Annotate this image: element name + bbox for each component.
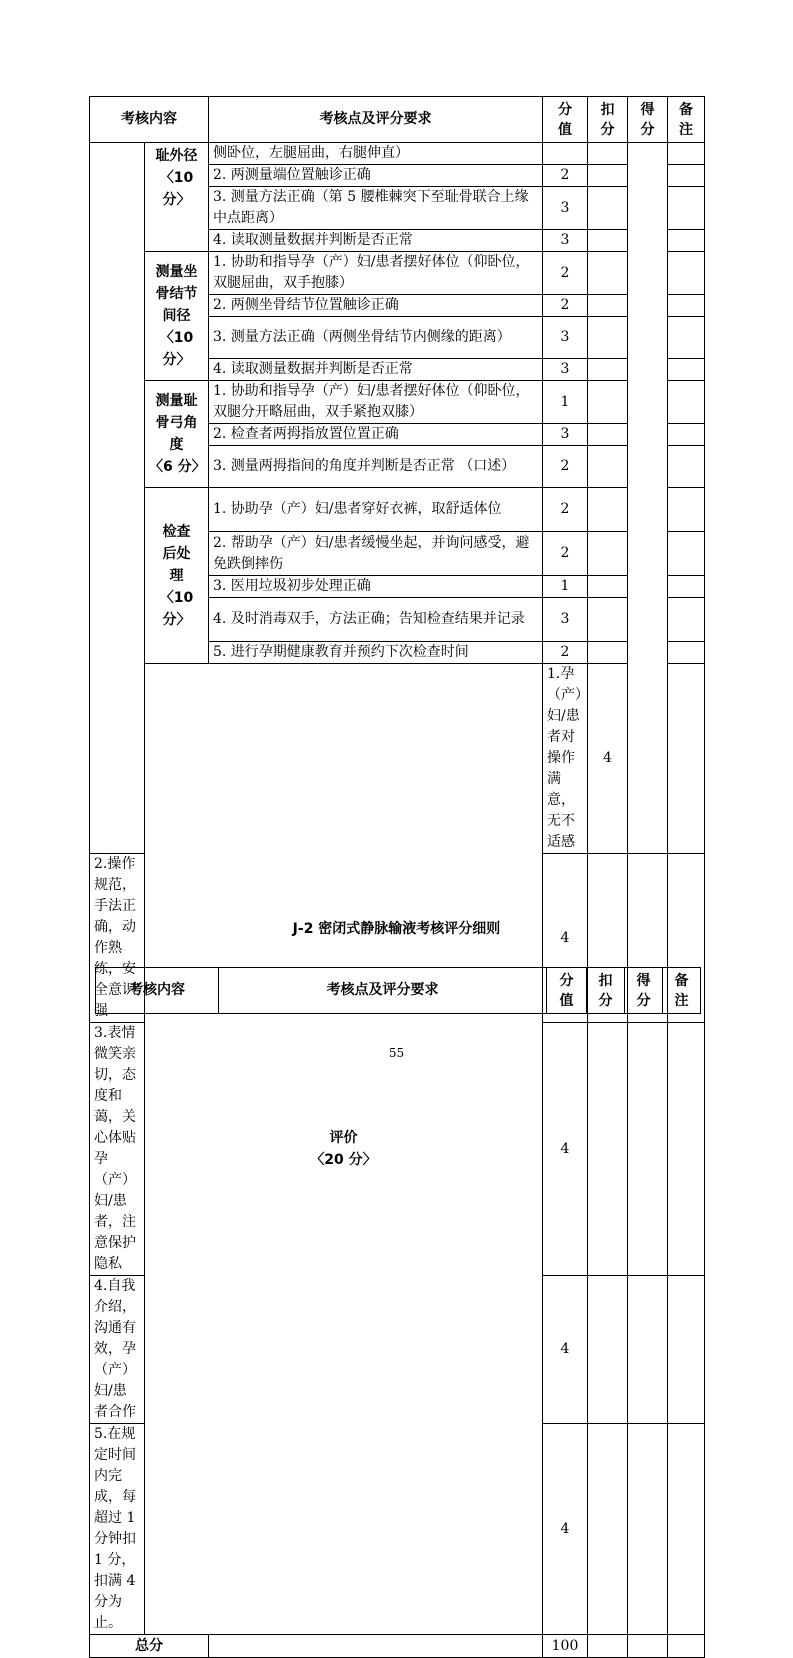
- item-text: 3.表情微笑亲切，态度和蔼，关心体贴孕（产）妇/患者，注意保护隐私: [90, 1023, 145, 1276]
- item-text: 2. 两测量端位置触诊正确: [209, 165, 543, 187]
- item-text: 2. 两侧坐骨结节位置触诊正确: [209, 295, 543, 317]
- outer-category-blank: [90, 143, 145, 854]
- item-score: 4: [543, 1424, 588, 1635]
- note-cell: [668, 488, 705, 532]
- note-cell: [668, 598, 705, 642]
- total-row: [90, 1635, 705, 1658]
- page-number: 55: [388, 1046, 405, 1060]
- header-deduct: 扣 分: [588, 97, 628, 143]
- item-score: 2: [543, 446, 588, 488]
- deduct-cell: [588, 446, 628, 488]
- deduct-cell: [588, 1276, 628, 1424]
- evaluation-label: 评价 〈20 分〉: [145, 664, 543, 1635]
- item-text: 4. 读取测量数据并判断是否正常: [209, 359, 543, 381]
- section-label: 检查 后处 理 〈10 分〉: [145, 488, 209, 664]
- deduct-cell: [588, 230, 628, 252]
- note-cell: [668, 446, 705, 488]
- deduct-cell: [588, 1424, 628, 1635]
- deduct-cell: [588, 424, 628, 446]
- item-text: 4. 及时消毒双手，方法正确；告知检查结果并记录: [209, 598, 543, 642]
- get-cell: [628, 143, 668, 854]
- item-score: 4: [543, 854, 588, 1023]
- header-score: 分 值: [543, 97, 588, 143]
- note-cell: [668, 187, 705, 230]
- section-label: 测量坐 骨结节 间径 〈10 分〉: [145, 252, 209, 381]
- item-text: 3. 测量方法正确（第 5 腰椎棘突下至耻骨联合上缘中点距离）: [209, 187, 543, 230]
- table-row: [90, 143, 705, 165]
- item-score: 3: [543, 187, 588, 230]
- item-text: 侧卧位，左腿屈曲，右腿伸直）: [209, 143, 543, 165]
- deduct-cell: [588, 598, 628, 642]
- item-score: 2: [543, 252, 588, 295]
- note-cell: [668, 424, 705, 446]
- note-cell: [668, 165, 705, 187]
- note-cell: [668, 317, 705, 359]
- item-score: 2: [543, 642, 588, 664]
- note-cell: [668, 1023, 705, 1276]
- deduct-cell: [588, 642, 628, 664]
- item-text: 5.在规定时间内完成，每超过 1 分钟扣 1 分，扣满 4 分为止。: [90, 1424, 145, 1635]
- deduct-cell: [588, 317, 628, 359]
- item-score: 2: [543, 295, 588, 317]
- deduct-cell: [588, 488, 628, 532]
- deduct-cell: [588, 1635, 628, 1658]
- deduct-cell: [588, 532, 628, 576]
- deduct-cell: [588, 165, 628, 187]
- item-text: 5. 进行孕期健康教育并预约下次检查时间: [209, 642, 543, 664]
- note-cell: [668, 252, 705, 295]
- section-label: 测量耻 骨弓角 度 〈6 分〉: [145, 381, 209, 488]
- item-score: 3: [543, 230, 588, 252]
- note-cell: [668, 230, 705, 252]
- header-content: 考核内容: [96, 968, 219, 1014]
- get-cell: [628, 1023, 668, 1276]
- total-label: 总分: [90, 1635, 209, 1658]
- section-label: 耻外径 〈10 分〉: [145, 143, 209, 252]
- item-score: 4: [543, 1023, 588, 1276]
- note-cell: [668, 576, 705, 598]
- item-score: 4: [543, 1276, 588, 1424]
- table-row: [90, 664, 705, 854]
- note-cell: [668, 1276, 705, 1424]
- item-score: 4: [588, 664, 628, 854]
- note-cell: [668, 1635, 705, 1658]
- header-points: 考核点及评分要求: [219, 968, 547, 1014]
- header-get: 得 分: [625, 968, 663, 1014]
- deduct-cell: [588, 576, 628, 598]
- item-score: [543, 143, 588, 165]
- item-text: 1. 协助和指导孕（产）妇/患者摆好体位（仰卧位，双腿屈曲，双手抱膝）: [209, 252, 543, 295]
- item-text: 2.操作规范，手法正确，动作熟练，安全意识强: [90, 854, 145, 1023]
- deduct-cell: [588, 359, 628, 381]
- item-text: 1.孕（产）妇/患者对操作满意，无不适感: [543, 664, 588, 854]
- item-score: 3: [543, 317, 588, 359]
- item-score: 1: [543, 381, 588, 424]
- deduct-cell: [588, 295, 628, 317]
- note-cell: [668, 1424, 705, 1635]
- deduct-cell: [588, 187, 628, 230]
- item-text: 4.自我介绍，沟通有效，孕（产）妇/患者合作: [90, 1276, 145, 1424]
- header-note: 备 注: [668, 97, 705, 143]
- item-text: 2. 帮助孕（产）妇/患者缓慢坐起，并询问感受，避免跌倒摔伤: [209, 532, 543, 576]
- item-score: 1: [543, 576, 588, 598]
- item-score: 2: [543, 165, 588, 187]
- deduct-cell: [588, 381, 628, 424]
- note-cell: [668, 143, 705, 165]
- total-blank: [209, 1635, 543, 1658]
- item-text: 3. 测量两拇指间的角度并判断是否正常 （口述）: [209, 446, 543, 488]
- note-cell: [668, 295, 705, 317]
- table-row: [90, 252, 705, 295]
- deduct-cell: [588, 252, 628, 295]
- deduct-cell: [588, 1023, 628, 1276]
- item-text: 4. 读取测量数据并判断是否正常: [209, 230, 543, 252]
- item-score: 3: [543, 598, 588, 642]
- get-cell: [628, 1424, 668, 1635]
- get-cell: [628, 1276, 668, 1424]
- table-header-row: [96, 968, 701, 1014]
- note-cell: [668, 381, 705, 424]
- get-cell: [628, 1635, 668, 1658]
- table-row: [90, 381, 705, 424]
- deduct-cell: [588, 143, 628, 165]
- section-title: J-2 密闭式静脉输液考核评分细则: [292, 921, 501, 937]
- item-text: 3. 医用垃圾初步处理正确: [209, 576, 543, 598]
- item-score: 3: [543, 424, 588, 446]
- header-content: 考核内容: [90, 97, 209, 143]
- scoring-table-2: [95, 967, 701, 1014]
- header-points: 考核点及评分要求: [209, 97, 543, 143]
- item-score: 2: [543, 532, 588, 576]
- total-score: 100: [543, 1635, 588, 1658]
- header-score: 分 值: [547, 968, 587, 1014]
- item-text: 3. 测量方法正确（两侧坐骨结节内侧缘的距离）: [209, 317, 543, 359]
- scoring-table: [89, 96, 705, 1658]
- table-row: [90, 488, 705, 532]
- deduct-cell: [668, 664, 705, 854]
- item-text: 1. 协助孕（产）妇/患者穿好衣裤，取舒适体位: [209, 488, 543, 532]
- item-text: 2. 检查者两拇指放置位置正确: [209, 424, 543, 446]
- item-score: 3: [543, 359, 588, 381]
- item-text: 1. 协助和指导孕（产）妇/患者摆好体位（仰卧位，双腿分开略屈曲，双手紧抱双膝）: [209, 381, 543, 424]
- note-cell: [668, 642, 705, 664]
- header-get: 得 分: [628, 97, 668, 143]
- item-score: 2: [543, 488, 588, 532]
- note-cell: [668, 532, 705, 576]
- header-note: 备 注: [663, 968, 701, 1014]
- table-header-row: [90, 97, 705, 143]
- header-deduct: 扣 分: [587, 968, 625, 1014]
- note-cell: [668, 359, 705, 381]
